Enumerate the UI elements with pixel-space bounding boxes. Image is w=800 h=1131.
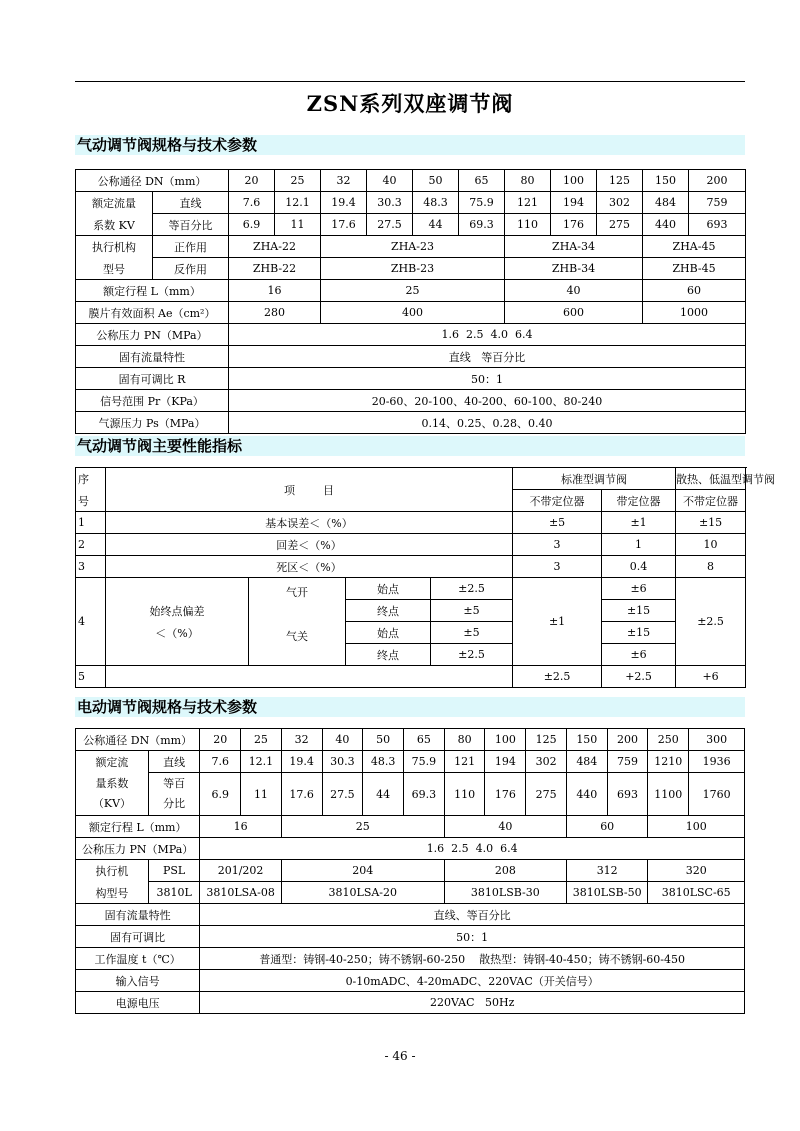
- power-value: 220VAC 50Hz: [200, 992, 745, 1014]
- kv-equal-value: 693: [689, 214, 746, 236]
- table-row: [76, 390, 746, 412]
- actuator-label: 型号: [76, 258, 153, 280]
- reverse-label: 反作用: [153, 258, 229, 280]
- kv-equal-value: 275: [597, 214, 643, 236]
- table-row: [76, 838, 745, 860]
- kv-label-line: 量系数: [95, 777, 129, 790]
- kv-equal-value: 1760: [689, 773, 745, 816]
- stroke-value: 40: [444, 816, 566, 838]
- kv-equal-value: 440: [643, 214, 689, 236]
- equal-pct-label: [148, 773, 199, 816]
- table-row: [76, 948, 745, 970]
- table-row: [76, 556, 746, 578]
- row4-std-no: ±2.5: [431, 644, 513, 666]
- row-value: ±1: [602, 512, 676, 534]
- table-row: [76, 860, 745, 882]
- psl-model: 312: [566, 860, 647, 882]
- actuator-model: ZHA-45: [643, 236, 746, 258]
- row4-heat-no: ±6: [602, 578, 676, 600]
- table-row: [76, 729, 745, 751]
- table-row: [76, 773, 745, 816]
- table-row: [76, 904, 745, 926]
- direct-label: 正作用: [153, 236, 229, 258]
- table-row: [76, 751, 745, 773]
- input-label: 输入信号: [76, 970, 200, 992]
- table-row: [76, 236, 746, 258]
- kv-equal-value: 17.6: [281, 773, 322, 816]
- kv-linear-value: 194: [551, 192, 597, 214]
- equal-pct-line: 等百: [163, 777, 186, 790]
- kv-linear-value: 7.6: [229, 192, 275, 214]
- dn-value: 50: [363, 729, 404, 751]
- end-label: 终点: [346, 600, 431, 622]
- actuator-label: 执行机构: [76, 236, 153, 258]
- item-header: 项 目: [106, 468, 513, 512]
- end-label: 终点: [346, 644, 431, 666]
- flow-char-label: 固有流量特性: [76, 346, 229, 368]
- dn-value: 200: [689, 170, 746, 192]
- row-no: 4: [76, 578, 106, 666]
- row-value: +6: [676, 666, 746, 688]
- air-close-label: 气关: [249, 622, 346, 666]
- kv-linear-value: 30.3: [322, 751, 363, 773]
- kv-equal-value: 69.3: [459, 214, 505, 236]
- kv-linear-value: 759: [607, 751, 648, 773]
- dn-value: 125: [526, 729, 567, 751]
- dn-value: 25: [241, 729, 282, 751]
- psl-model: 201/202: [200, 860, 281, 882]
- dn-value: 100: [551, 170, 597, 192]
- pn-label: 公称压力 PN（MPa）: [76, 838, 200, 860]
- standard-header: 标准型调节阀: [513, 468, 676, 490]
- flow-char-label: 固有流量特性: [76, 904, 200, 926]
- kv-linear-value: 75.9: [404, 751, 445, 773]
- range-value: 50：1: [200, 926, 745, 948]
- row-no: 3: [76, 556, 106, 578]
- dn-value: 150: [566, 729, 607, 751]
- kv-equal-value: 11: [275, 214, 321, 236]
- stroke-value: 25: [321, 280, 505, 302]
- area-value: 280: [229, 302, 321, 324]
- kv-equal-value: 44: [363, 773, 404, 816]
- kv-equal-value: 275: [526, 773, 567, 816]
- kv-linear-value: 194: [485, 751, 526, 773]
- kv-equal-value: 17.6: [321, 214, 367, 236]
- row4-heat-with: ±2.5: [676, 578, 746, 666]
- dn-value: 200: [607, 729, 648, 751]
- dn-value: 300: [689, 729, 745, 751]
- stroke-value: 100: [648, 816, 745, 838]
- row4-std-no: ±5: [431, 600, 513, 622]
- actuator-label: 构型号: [76, 882, 149, 904]
- 3810-model: 3810LSA-08: [200, 882, 281, 904]
- actuator-model: ZHA-34: [505, 236, 643, 258]
- dn-value: 150: [643, 170, 689, 192]
- kv-linear-value: 48.3: [413, 192, 459, 214]
- dn-value: 65: [404, 729, 445, 751]
- row4-std-no: ±5: [431, 622, 513, 644]
- dn-value: 40: [367, 170, 413, 192]
- row-value: 10: [676, 534, 746, 556]
- kv-equal-value: 11: [241, 773, 282, 816]
- dn-label: 公称通径 DN（mm）: [76, 170, 229, 192]
- signal-label: 信号范围 Pr（KPa）: [76, 390, 229, 412]
- row-item: 回差＜（%）: [106, 534, 513, 556]
- 3810-model: 3810LSC-65: [648, 882, 745, 904]
- dn-value: 125: [597, 170, 643, 192]
- kv-equal-value: 440: [566, 773, 607, 816]
- row4-std-with: ±1: [513, 578, 602, 666]
- kv-equal-value: 1100: [648, 773, 689, 816]
- temp-label: 工作温度 t（℃）: [76, 948, 200, 970]
- stroke-value: 25: [281, 816, 444, 838]
- kv-linear-value: 48.3: [363, 751, 404, 773]
- psl-model: 208: [444, 860, 566, 882]
- actuator-model: ZHB-45: [643, 258, 746, 280]
- table-row: [76, 600, 746, 622]
- dn-value: 25: [275, 170, 321, 192]
- row-item: 死区＜（%）: [106, 556, 513, 578]
- top-rule: [75, 81, 745, 82]
- heat-cold-header: 散热、低温型调节阀: [676, 468, 746, 490]
- table-row: [76, 512, 746, 534]
- table-row: [76, 280, 746, 302]
- kv-equal-value: 44: [413, 214, 459, 236]
- psl-model: 204: [281, 860, 444, 882]
- kv-linear-value: 121: [505, 192, 551, 214]
- area-value: 600: [505, 302, 643, 324]
- start-label: 始点: [346, 622, 431, 644]
- kv-label-line: （KV）: [92, 797, 132, 810]
- kv-equal-value: 110: [444, 773, 485, 816]
- table-row: [76, 622, 746, 644]
- kv-equal-value: 693: [607, 773, 648, 816]
- row-no: 2: [76, 534, 106, 556]
- stroke-value: 40: [505, 280, 643, 302]
- pneumatic-specs-table: [75, 169, 746, 434]
- row-value: 8: [676, 556, 746, 578]
- row-item-label: [106, 578, 249, 600]
- flow-char-value: 直线、等百分比: [200, 904, 745, 926]
- table-row: [76, 324, 746, 346]
- kv-equal-value: 176: [551, 214, 597, 236]
- table-row: [76, 534, 746, 556]
- row-no: 1: [76, 512, 106, 534]
- kv-linear-value: 19.4: [321, 192, 367, 214]
- power-label: 电源电压: [76, 992, 200, 1014]
- kv-linear-value: 7.6: [200, 751, 241, 773]
- row-value: +2.5: [602, 666, 676, 688]
- range-label: 固有可调比: [76, 926, 200, 948]
- kv-equal-value: 27.5: [367, 214, 413, 236]
- no-positioner-header: 不带定位器: [676, 490, 746, 512]
- actuator-model: ZHB-22: [229, 258, 321, 280]
- 3810-model: 3810LSB-50: [566, 882, 647, 904]
- table-row: [76, 926, 745, 948]
- kv-equal-value: 27.5: [322, 773, 363, 816]
- kv-label: 额定流: [76, 751, 149, 773]
- temp-value: 普通型：铸钢-40-250；铸不锈钢-60-250 散热型：铸钢-40-450；铸不锈钢-60-450: [200, 948, 745, 970]
- actuator-model: ZHA-22: [229, 236, 321, 258]
- kv-equal-value: 110: [505, 214, 551, 236]
- area-label: 膜片有效面积 Ae（cm²）: [76, 302, 229, 324]
- kv-label: 额定流量: [76, 192, 153, 214]
- row-value: ±15: [676, 512, 746, 534]
- table-row: [76, 170, 746, 192]
- psl-model: 320: [648, 860, 745, 882]
- page-title: ZSN系列双座调节阀: [306, 91, 514, 116]
- row-value: 0.4: [602, 556, 676, 578]
- row-item: [106, 666, 513, 688]
- start-label: 始点: [346, 578, 431, 600]
- kv-linear-value: 484: [643, 192, 689, 214]
- signal-value: 20-60、20-100、40-200、60-100、80-240: [229, 390, 746, 412]
- kv-linear-value: 1936: [689, 751, 745, 773]
- table-row: [76, 368, 746, 390]
- kv-linear-value: 12.1: [275, 192, 321, 214]
- kv-linear-value: 302: [526, 751, 567, 773]
- actuator-model: ZHA-23: [321, 236, 505, 258]
- actuator-model: ZHB-23: [321, 258, 505, 280]
- kv-equal-value: 69.3: [404, 773, 445, 816]
- dn-value: 20: [200, 729, 241, 751]
- table-row: [76, 644, 746, 666]
- kv-equal-value: 6.9: [229, 214, 275, 236]
- kv-label: [76, 773, 149, 816]
- pn-label: 公称压力 PN（MPa）: [76, 324, 229, 346]
- 3810-model: 3810LSA-20: [281, 882, 444, 904]
- table-row: [76, 214, 746, 236]
- psl-label: PSL: [148, 860, 199, 882]
- row-value: 1: [602, 534, 676, 556]
- table-row: [76, 666, 746, 688]
- section-pneumatic-perf: 气动调节阀主要性能指标: [75, 436, 745, 456]
- 3810-label: 3810L: [148, 882, 199, 904]
- kv-linear-value: 12.1: [241, 751, 282, 773]
- dn-value: 32: [281, 729, 322, 751]
- table-row: [76, 192, 746, 214]
- dn-value: 80: [444, 729, 485, 751]
- stroke-value: 60: [643, 280, 746, 302]
- kv-linear-value: 1210: [648, 751, 689, 773]
- pn-value: 1.6 2.5 4.0 6.4: [200, 838, 745, 860]
- seq-header: 号: [76, 490, 106, 512]
- kv-linear-value: 30.3: [367, 192, 413, 214]
- row4-heat-no: ±6: [602, 644, 676, 666]
- no-positioner-header: 不带定位器: [513, 490, 602, 512]
- table-row: [76, 970, 745, 992]
- table-row: [76, 468, 746, 490]
- kv-linear-value: 75.9: [459, 192, 505, 214]
- equal-pct-line: 分比: [163, 797, 186, 810]
- stroke-label: 额定行程 L（mm）: [76, 280, 229, 302]
- row-value: 3: [513, 534, 602, 556]
- section-electric-specs: 电动调节阀规格与技术参数: [75, 697, 745, 717]
- table-row: [76, 258, 746, 280]
- row-item-label: ＜（%）: [106, 622, 249, 644]
- dn-value: 50: [413, 170, 459, 192]
- row-item-label: [106, 644, 249, 666]
- kv-linear-value: 121: [444, 751, 485, 773]
- row4-std-no: ±2.5: [431, 578, 513, 600]
- kv-equal-value: 176: [485, 773, 526, 816]
- table-row: [76, 992, 745, 1014]
- linear-label: 直线: [153, 192, 229, 214]
- linear-label: 直线: [148, 751, 199, 773]
- range-value: 50：1: [229, 368, 746, 390]
- kv-linear-value: 19.4: [281, 751, 322, 773]
- table-row: [76, 302, 746, 324]
- row-item: 基本误差＜（%）: [106, 512, 513, 534]
- dn-label: 公称通径 DN（mm）: [76, 729, 200, 751]
- dn-value: 100: [485, 729, 526, 751]
- row4-heat-no: ±15: [602, 622, 676, 644]
- flow-char-value: 直线 等百分比: [229, 346, 746, 368]
- stroke-value: 16: [229, 280, 321, 302]
- equal-pct-label: 等百分比: [153, 214, 229, 236]
- section-pneumatic-specs: 气动调节阀规格与技术参数: [75, 135, 745, 155]
- row-value: ±5: [513, 512, 602, 534]
- dn-value: 32: [321, 170, 367, 192]
- row-no: 5: [76, 666, 106, 688]
- dn-value: 80: [505, 170, 551, 192]
- stroke-value: 60: [566, 816, 647, 838]
- with-positioner-header: 带定位器: [602, 490, 676, 512]
- electric-specs-table: [75, 728, 745, 1014]
- input-value: 0-10mADC、4-20mADC、220VAC（开关信号）: [200, 970, 745, 992]
- pn-value: 1.6 2.5 4.0 6.4: [229, 324, 746, 346]
- kv-linear-value: 759: [689, 192, 746, 214]
- kv-linear-value: 484: [566, 751, 607, 773]
- table-row: [76, 816, 745, 838]
- dn-value: 20: [229, 170, 275, 192]
- row4-heat-no: ±15: [602, 600, 676, 622]
- actuator-model: ZHB-34: [505, 258, 643, 280]
- row-value: ±2.5: [513, 666, 602, 688]
- kv-linear-value: 302: [597, 192, 643, 214]
- row-item-label: 始终点偏差: [106, 600, 249, 622]
- 3810-model: 3810LSB-30: [444, 882, 566, 904]
- row-value: 3: [513, 556, 602, 578]
- kv-equal-value: 6.9: [200, 773, 241, 816]
- table-row: [76, 412, 746, 434]
- table-row: [76, 346, 746, 368]
- area-value: 1000: [643, 302, 746, 324]
- kv-label: 系数 KV: [76, 214, 153, 236]
- table-row: [76, 882, 745, 904]
- pneumatic-performance-table: [75, 467, 776, 688]
- air-open-label: 气开: [249, 578, 346, 622]
- supply-value: 0.14、0.25、0.28、0.40: [229, 412, 746, 434]
- dn-value: 250: [648, 729, 689, 751]
- seq-header: 序: [76, 468, 106, 490]
- stroke-label: 额定行程 L（mm）: [76, 816, 200, 838]
- actuator-label: 执行机: [76, 860, 149, 882]
- area-value: 400: [321, 302, 505, 324]
- supply-label: 气源压力 Ps（MPa）: [76, 412, 229, 434]
- dn-value: 40: [322, 729, 363, 751]
- range-label: 固有可调比 R: [76, 368, 229, 390]
- dn-value: 65: [459, 170, 505, 192]
- table-row: [76, 578, 746, 600]
- page-number: - 46 -: [384, 1049, 416, 1063]
- stroke-value: 16: [200, 816, 281, 838]
